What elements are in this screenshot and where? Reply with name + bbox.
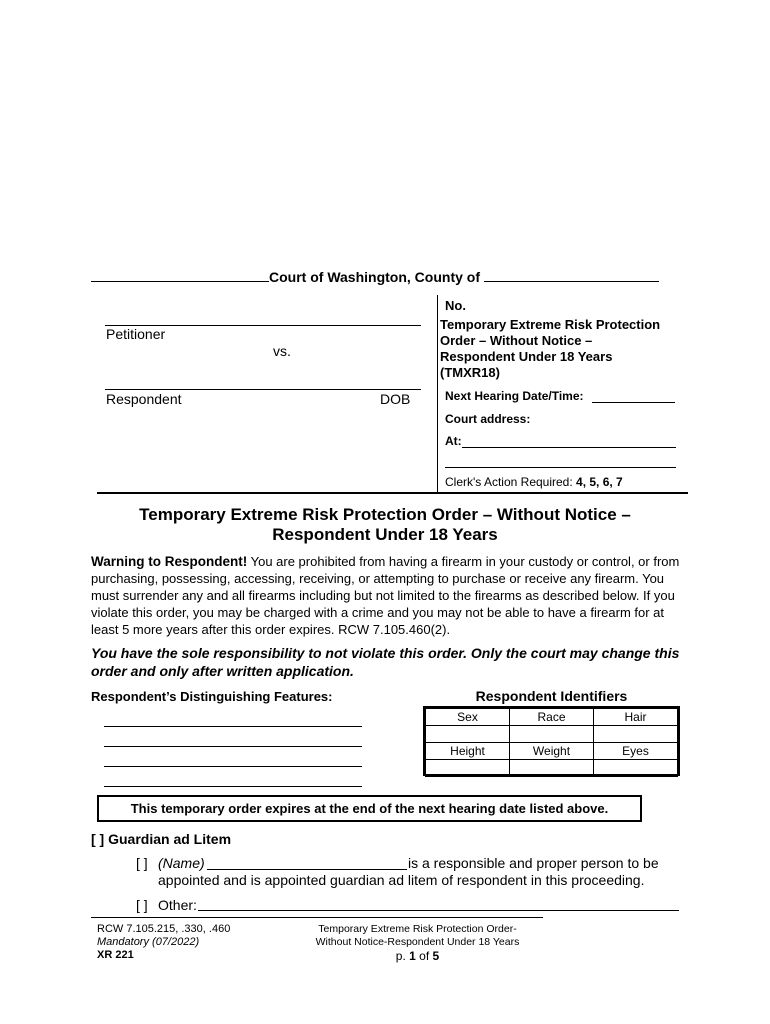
caption-divider (437, 295, 438, 493)
warning-lead: Warning to Respondent! (91, 554, 248, 569)
identifier-value-eyes[interactable] (594, 760, 678, 777)
court-name-blank[interactable] (91, 268, 269, 282)
vs-label: vs. (273, 343, 291, 359)
address-line-1[interactable] (462, 447, 676, 448)
footer-form-title-line2: Without Notice-Respondent Under 18 Years (315, 936, 520, 948)
at-label: At: (445, 434, 462, 448)
identifiers-heading: Respondent Identifiers (475, 688, 628, 704)
guardian-name-label: (Name) (158, 855, 205, 871)
document-title-line1: Temporary Extreme Risk Protection Order – Without Notice – (139, 505, 631, 524)
clerk-action-items: 4, 5, 6, 7 (576, 475, 623, 489)
dob-label: DOB (380, 391, 411, 407)
next-hearing-label: Next Hearing Date/Time: (445, 389, 584, 403)
identifier-value-height[interactable] (426, 760, 510, 777)
features-line[interactable] (104, 766, 362, 767)
clerk-action (445, 475, 623, 489)
features-line[interactable] (104, 726, 362, 727)
court-header (91, 268, 681, 285)
guardian-heading: Guardian ad Litem (108, 831, 232, 847)
footer-rcw: RCW 7.105.215, .330, .460 (97, 923, 231, 935)
guardian-option-2-text: Other: (158, 897, 197, 913)
respondent-label: Respondent (106, 391, 182, 407)
case-number-label: No. (445, 298, 466, 313)
guardian-option-1-checkbox[interactable]: [ ] (136, 855, 148, 871)
document-title (90, 505, 680, 545)
identifiers-table (423, 706, 680, 776)
identifier-header-weight: Weight (510, 743, 594, 760)
guardian-option-1-text: is a responsible and proper person to be (408, 855, 659, 871)
identifier-value-sex[interactable] (426, 726, 510, 743)
footer-form-number: XR 221 (97, 949, 134, 961)
document-title-line2: Respondent Under 18 Years (272, 525, 498, 544)
court-address-label: Court address: (445, 412, 531, 426)
petitioner-label: Petitioner (106, 326, 166, 342)
identifier-header-hair: Hair (594, 709, 678, 726)
address-line-2[interactable] (445, 467, 676, 468)
guardian-option-1-line2: appointed and is appointed guardian ad litem of respondent in this proceeding. (158, 872, 645, 888)
warning-body: You are prohibited from having a firearm in your custody or control, or from purchasing, possessing, accessing, receiving, or attempting to purchase or receive any firearm. You must surrender any and all firearms including but not limited to the firearms as described below. If you violate this order, you may be charged with a crime and you may not be able to have a firearm for at least 5 more years after this order expires. RCW 7.105.460(2). (91, 554, 680, 637)
identifier-value-weight[interactable] (510, 760, 594, 777)
features-line[interactable] (104, 786, 362, 787)
county-blank[interactable] (484, 268, 659, 282)
form-title-line: Temporary Extreme Risk Protection (440, 317, 661, 332)
identifier-header-eyes: Eyes (594, 743, 678, 760)
form-title (440, 317, 690, 381)
footer-rule (91, 917, 543, 918)
expiration-notice: This temporary order expires at the end of the next hearing date listed above. (97, 795, 642, 822)
header-rule (97, 492, 688, 494)
guardian-name-blank[interactable] (207, 869, 407, 870)
next-hearing-blank[interactable] (592, 402, 675, 403)
form-title-line: (TMXR18) (440, 365, 500, 380)
identifier-header-height: Height (426, 743, 510, 760)
identifier-value-hair[interactable] (594, 726, 678, 743)
guardian-other-blank[interactable] (198, 910, 679, 911)
respondent-line[interactable] (105, 389, 421, 390)
responsibility-statement: You have the sole responsibility to not violate this order. Only the court may change this order and only after written application. (91, 645, 680, 679)
footer-form-title-line1: Temporary Extreme Risk Protection Order- (318, 923, 517, 935)
features-label: Respondent’s Distinguishing Features: (91, 689, 333, 704)
identifier-header-sex: Sex (426, 709, 510, 726)
form-title-line: Respondent Under 18 Years (440, 349, 613, 364)
clerk-action-label: Clerk's Action Required: (445, 475, 577, 489)
identifier-header-race: Race (510, 709, 594, 726)
guardian-option-2-checkbox[interactable]: [ ] (136, 897, 148, 913)
footer-page-number: p. 1 of 5 (395, 949, 440, 963)
warning-paragraph (91, 553, 686, 638)
form-title-line: Order – Without Notice – (440, 333, 593, 348)
footer-mandatory: Mandatory (07/2022) (97, 936, 200, 948)
guardian-section (91, 831, 231, 847)
identifier-value-race[interactable] (510, 726, 594, 743)
guardian-checkbox[interactable]: [ ] (91, 831, 105, 847)
features-line[interactable] (104, 746, 362, 747)
court-header-text: Court of Washington, County of (269, 269, 480, 285)
